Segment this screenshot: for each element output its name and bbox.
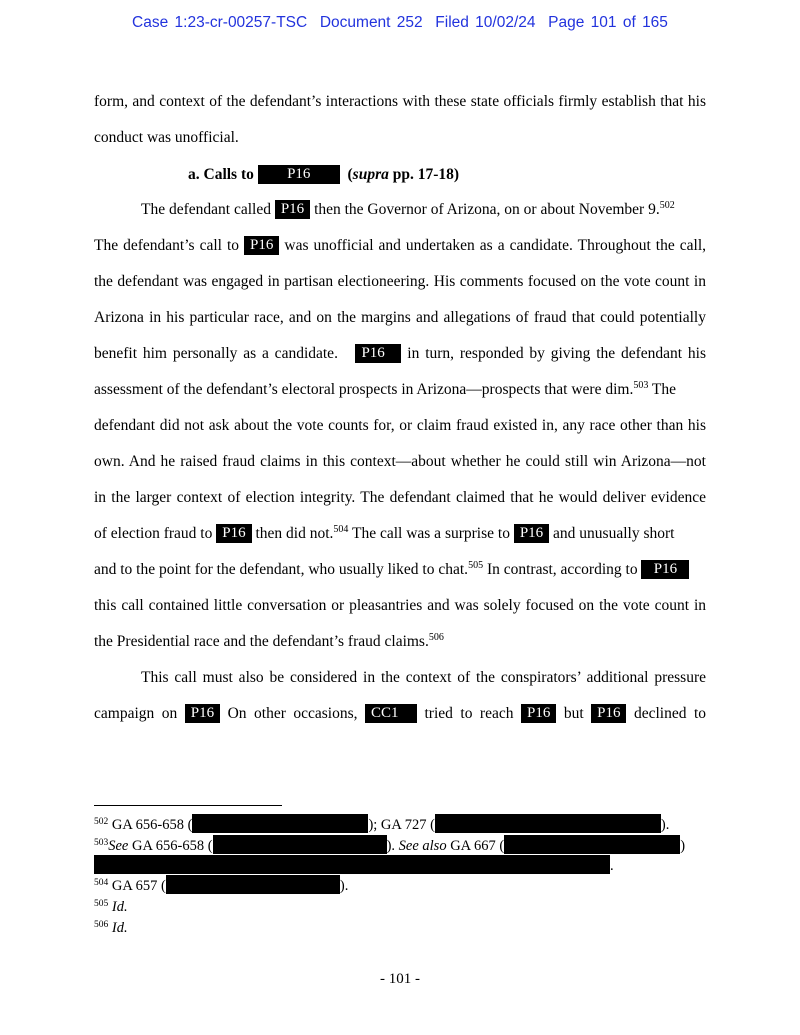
redaction-block xyxy=(435,814,661,833)
text-line: and to the point for the defendant, who usually liked to chat.$^{505}$ In contrast, according to P16 xyxy=(94,560,706,580)
text-line: the Presidential race and the defendant’s fraud claims.$^{506}$ xyxy=(94,632,444,650)
section-heading: a. Calls to P16 (supra pp. 17-18) xyxy=(188,166,460,183)
document-number: Document 252 xyxy=(319,14,423,31)
redaction-block xyxy=(213,835,387,854)
text-line: form, and context of the defendant’s interactions with these state officials firmly establish that his xyxy=(94,93,706,110)
redaction-p16: P16 xyxy=(641,560,689,579)
case-header xyxy=(0,14,800,32)
case-number: Case 1:23-cr-00257-TSC xyxy=(132,14,308,31)
footnote-502: $^{502}$ GA 656-658 ( ); GA 727 ( ). xyxy=(94,814,714,835)
text-line: the defendant was engaged in partisan electioneering. His comments focused on the vote count in xyxy=(94,273,706,290)
footnote-ref[interactable]: 504 xyxy=(333,524,349,535)
text-line: campaign on P16 On other occasions, CC1 tried to reach P16 but P16 declined to xyxy=(94,705,707,722)
redaction-p16: P16 xyxy=(521,704,556,723)
redaction-p16: P16 xyxy=(216,524,251,543)
filed-date: Filed 10/02/24 xyxy=(435,14,536,31)
footnote-divider xyxy=(94,805,282,806)
redaction-p16: P16 xyxy=(591,704,626,723)
text-line: conduct was unofficial. xyxy=(94,129,239,146)
text-line: of election fraud to P16 then did not.$^{504}$ The call was a surprise to P16 and unusually short xyxy=(94,524,675,542)
redaction-p16: P16 xyxy=(355,344,401,363)
footnote-ref[interactable]: 505 xyxy=(468,560,484,571)
redaction-p16: P16 xyxy=(258,165,340,184)
text-line: this call contained little conversation or pleasantries and was solely focused on the vote count in xyxy=(94,597,706,614)
text-line: defendant did not ask about the vote counts for, or claim fraud existed in, any race other than his xyxy=(94,417,706,434)
page-of: Page 101 of 165 xyxy=(548,14,668,31)
footnote-ref[interactable]: 503 xyxy=(633,380,649,391)
redaction-block xyxy=(94,855,610,874)
footnote-504: $^{504}$ GA 657 ( ). xyxy=(94,875,714,896)
redaction-p16: P16 xyxy=(185,704,220,723)
text-line: own. And he raised fraud claims in this context—about whether he could still win Arizona—not xyxy=(94,453,706,470)
redaction-block xyxy=(504,835,680,854)
text-line: benefit him personally as a candidate. P16 in turn, responded by giving the defendant his xyxy=(94,345,707,362)
text-line: assessment of the defendant’s electoral prospects in Arizona—prospects that were dim.$^{503}$ The xyxy=(94,380,677,398)
page-number: - 101 - xyxy=(380,971,420,987)
footnote-ref[interactable]: 506 xyxy=(428,632,444,643)
redaction-cc1: CC1 xyxy=(365,704,417,723)
footnote-503: $^{503}$See GA 656-658 ( ). See also GA 667 ( ) xyxy=(94,835,714,856)
text-line: This call must also be considered in the context of the conspirators’ additional pressure xyxy=(141,669,706,686)
text-line: The defendant called P16 then the Governor of Arizona, on or about November 9.$^{502}$ xyxy=(141,200,675,218)
redaction-p16: P16 xyxy=(514,524,549,543)
redaction-p16: P16 xyxy=(275,200,310,219)
redaction-block xyxy=(166,875,340,894)
footnote-503-cont: . xyxy=(94,855,714,876)
text-line: Arizona in his particular race, and on the margins and allegations of fraud that could potentially xyxy=(94,309,706,326)
redaction-block xyxy=(192,814,368,833)
text-line: in the larger context of election integrity. The defendant claimed that he would deliver evidence xyxy=(94,489,706,506)
footnote-505: $^{505}$ Id. xyxy=(94,899,128,915)
footnote-ref[interactable]: 502 xyxy=(659,200,675,211)
text-line: The defendant’s call to P16 was unofficial and undertaken as a candidate. Throughout the call, xyxy=(94,237,706,254)
footnote-506: $^{506}$ Id. xyxy=(94,920,128,936)
redaction-p16: P16 xyxy=(244,236,279,255)
